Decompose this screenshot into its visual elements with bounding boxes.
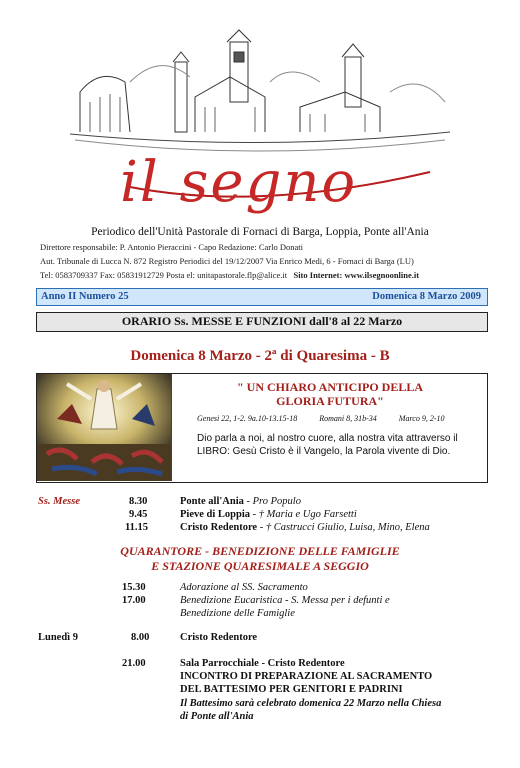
quarantore-title bbox=[0, 544, 520, 574]
messe-label: Ss. Messe bbox=[38, 496, 81, 507]
contacts-text: Tel: 0583709337 Fax: 05831912729 Posta el: unitapastorale.flp@alice.it bbox=[40, 270, 288, 280]
transfiguration-image bbox=[37, 374, 172, 481]
reference-romani: Romani 8, 31b-34 bbox=[319, 414, 377, 423]
logo-text: il segno bbox=[120, 150, 358, 215]
quarantore-text-2b: Benedizione delle Famiglie bbox=[180, 608, 295, 619]
quarantore-time-2: 17.00 bbox=[122, 595, 146, 606]
messe-note-1: - Pro Populo bbox=[243, 496, 301, 507]
messe-place-1: Ponte all'Ania bbox=[180, 496, 244, 507]
registration-line: Aut. Tribunale di Lucca N. 872 Registro Periodici del 19/12/2007 Via Enrico Medi, 6 - Fornaci di Barga (LU) bbox=[40, 256, 414, 266]
messe-time-3: 11.15 bbox=[125, 522, 149, 533]
quarantore-line1: QUARANTORE - BENEDIZIONE DELLE FAMIGLIE bbox=[120, 544, 400, 558]
messe-time-1: 8.30 bbox=[129, 496, 148, 507]
quarantore-line2: E STAZIONE QUARESIMALE A SEGGIO bbox=[151, 559, 369, 573]
issue-band bbox=[36, 288, 488, 306]
lunedi-time-1: 8.00 bbox=[131, 632, 150, 643]
editor-line: Direttore responsabile: P. Antonio Pieraccini - Capo Redazione: Carlo Donati bbox=[40, 242, 303, 252]
messe-place-2: Pieve di Loppia bbox=[180, 509, 251, 520]
sunday-title: Domenica 8 Marzo - 2ª di Quaresima - B bbox=[130, 348, 390, 364]
battesimo-note-1: Il Battesimo sarà celebrato domenica 22 Marzo nella Chiesa bbox=[180, 698, 442, 709]
messe-entry-1 bbox=[180, 496, 301, 507]
messe-note-3: - † Castrucci Giulio, Luisa, Mino, Elena bbox=[257, 522, 430, 533]
site-link[interactable]: Sito Internet: www.ilsegnoonline.it bbox=[293, 270, 420, 280]
messe-entry-3 bbox=[180, 522, 430, 533]
contacts-line bbox=[40, 270, 419, 280]
quarantore-text-1: Adorazione al SS. Sacramento bbox=[180, 582, 308, 593]
messe-note-2: - † Maria e Ugo Farsetti bbox=[250, 509, 357, 520]
issue-number: Anno II Numero 25 bbox=[41, 291, 129, 302]
gospel-quote bbox=[171, 380, 489, 408]
messe-time-2: 9.45 bbox=[129, 509, 148, 520]
incontro-line2: DEL BATTESIMO PER GENITORI E PADRINI bbox=[180, 684, 403, 695]
issue-date: Domenica 8 Marzo 2009 bbox=[372, 291, 481, 302]
incontro-line1: INCONTRO DI PREPARAZIONE AL SACRAMENTO bbox=[180, 671, 433, 682]
lunedi-label: Lunedì 9 bbox=[38, 632, 78, 643]
gospel-box bbox=[36, 373, 488, 483]
lunedi-time-2: 21.00 bbox=[122, 658, 146, 669]
battesimo-note-2: di Ponte all'Ania bbox=[180, 711, 254, 722]
gospel-quote-line1: " UN CHIARO ANTICIPO DELLA bbox=[236, 380, 424, 394]
gospel-references bbox=[197, 414, 464, 423]
messe-place-3: Cristo Redentore bbox=[180, 522, 258, 533]
lunedi-place-2: Sala Parrocchiale - Cristo Redentore bbox=[180, 658, 345, 669]
subtitle: Periodico dell'Unità Pastorale di Fornaci di Barga, Loppia, Ponte all'Ania bbox=[91, 226, 429, 238]
gospel-quote-line2: GLORIA FUTURA" bbox=[276, 394, 384, 408]
lunedi-place-1: Cristo Redentore bbox=[180, 632, 258, 643]
messe-entry-2 bbox=[180, 509, 357, 520]
gospel-text: Dio parla a noi, al nostro cuore, alla nostra vita attraverso il LIBRO: Gesù Cristo è il Vangelo, la Parola vivente di Dio. bbox=[197, 433, 458, 457]
quarantore-text-2: Benedizione Eucaristica - S. Messa per i defunti e bbox=[180, 595, 390, 606]
quarantore-time-1: 15.30 bbox=[122, 582, 146, 593]
orario-title: ORARIO Ss. MESSE E FUNZIONI dall'8 al 22 Marzo bbox=[36, 312, 488, 332]
reference-marco: Marco 9, 2-10 bbox=[398, 414, 445, 423]
reference-genesi: Genesi 22, 1-2. 9a.10-13.15-18 bbox=[197, 414, 298, 423]
